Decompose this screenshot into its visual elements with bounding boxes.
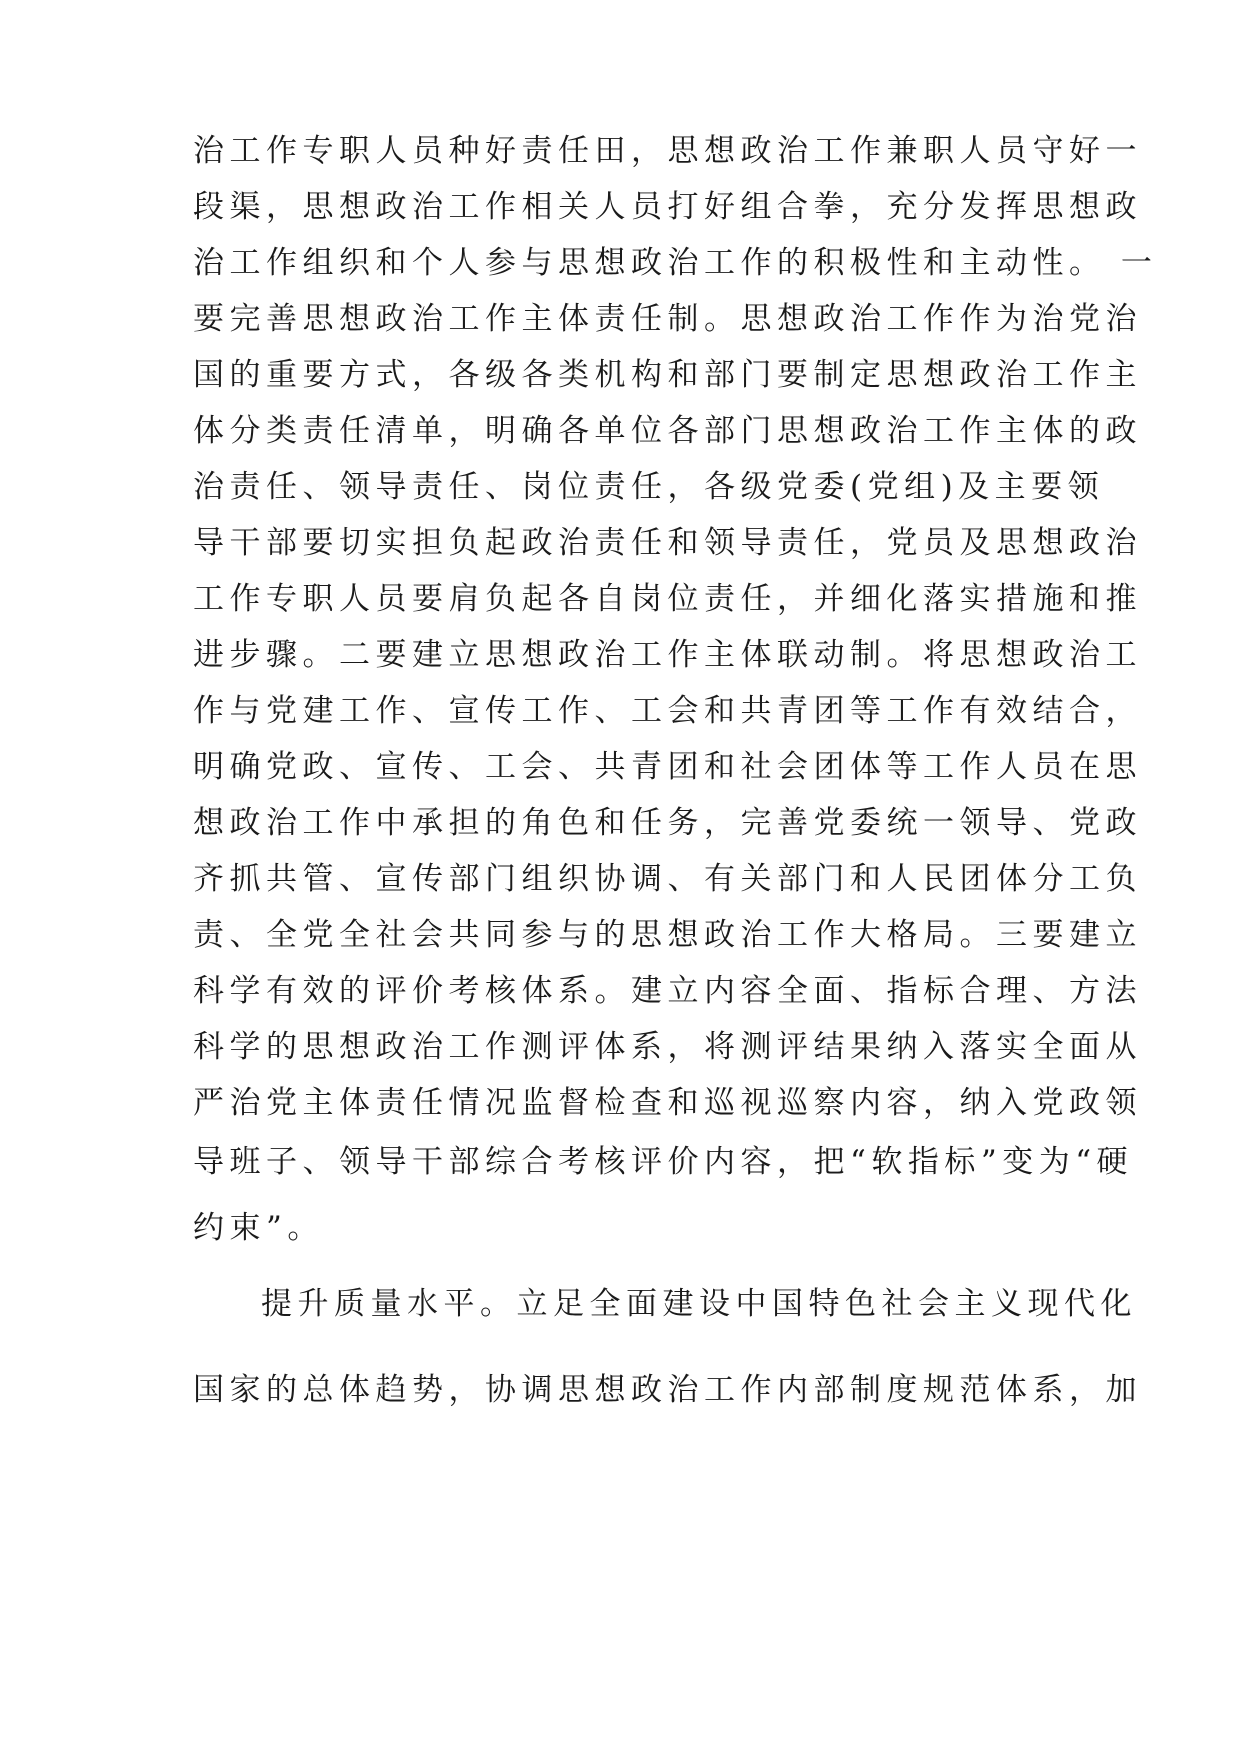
text-line: 治工作组织和个人参与思想政治工作的积极性和主动性。 一 [193, 245, 1158, 281]
text-line: 治责任、领导责任、岗位责任，各级党委(党组)及主要领 [193, 469, 1105, 505]
text-line: 科学有效的评价考核体系。建立内容全面、指标合理、方法 [193, 973, 1142, 1009]
text-line: 齐抓共管、宣传部门组织协调、有关部门和人民团体分工负 [193, 861, 1142, 897]
text-line: 国家的总体趋势，协调思想政治工作内部制度规范体系，加 [193, 1372, 1142, 1408]
text-line: 段渠，思想政治工作相关人员打好组合拳，充分发挥思想政 [193, 189, 1142, 225]
text-line: 治工作专职人员种好责任田，思想政治工作兼职人员守好一 [193, 133, 1142, 169]
text-line: 责、全党全社会共同参与的思想政治工作大格局。三要建立 [193, 917, 1142, 953]
text-line: 工作专职人员要肩负起各自岗位责任，并细化落实措施和推 [193, 581, 1142, 617]
text-line: 进步骤。二要建立思想政治工作主体联动制。将思想政治工 [193, 637, 1142, 673]
text-line: 约束”。 [193, 1210, 324, 1246]
text-line: 导班子、领导干部综合考核评价内容，把“软指标”变为“硬 [193, 1144, 1134, 1180]
text-line: 导干部要切实担负起政治责任和领导责任，党员及思想政治 [193, 525, 1142, 561]
text-line: 作与党建工作、宣传工作、工会和共青团等工作有效结合， [193, 693, 1142, 729]
text-line: 要完善思想政治工作主体责任制。思想政治工作作为治党治 [193, 301, 1142, 337]
text-line: 明确党政、宣传、工会、共青团和社会团体等工作人员在思 [193, 749, 1142, 785]
text-line: 科学的思想政治工作测评体系，将测评结果纳入落实全面从 [193, 1029, 1142, 1065]
text-line: 国的重要方式，各级各类机构和部门要制定思想政治工作主 [193, 357, 1142, 393]
paragraph-first-line: 提升质量水平。立足全面建设中国特色社会主义现代化 [261, 1286, 1137, 1322]
text-line: 想政治工作中承担的角色和任务，完善党委统一领导、党政 [193, 805, 1142, 841]
text-line: 严治党主体责任情况监督检查和巡视巡察内容，纳入党政领 [193, 1085, 1142, 1121]
text-line: 体分类责任清单，明确各单位各部门思想政治工作主体的政 [193, 413, 1142, 449]
